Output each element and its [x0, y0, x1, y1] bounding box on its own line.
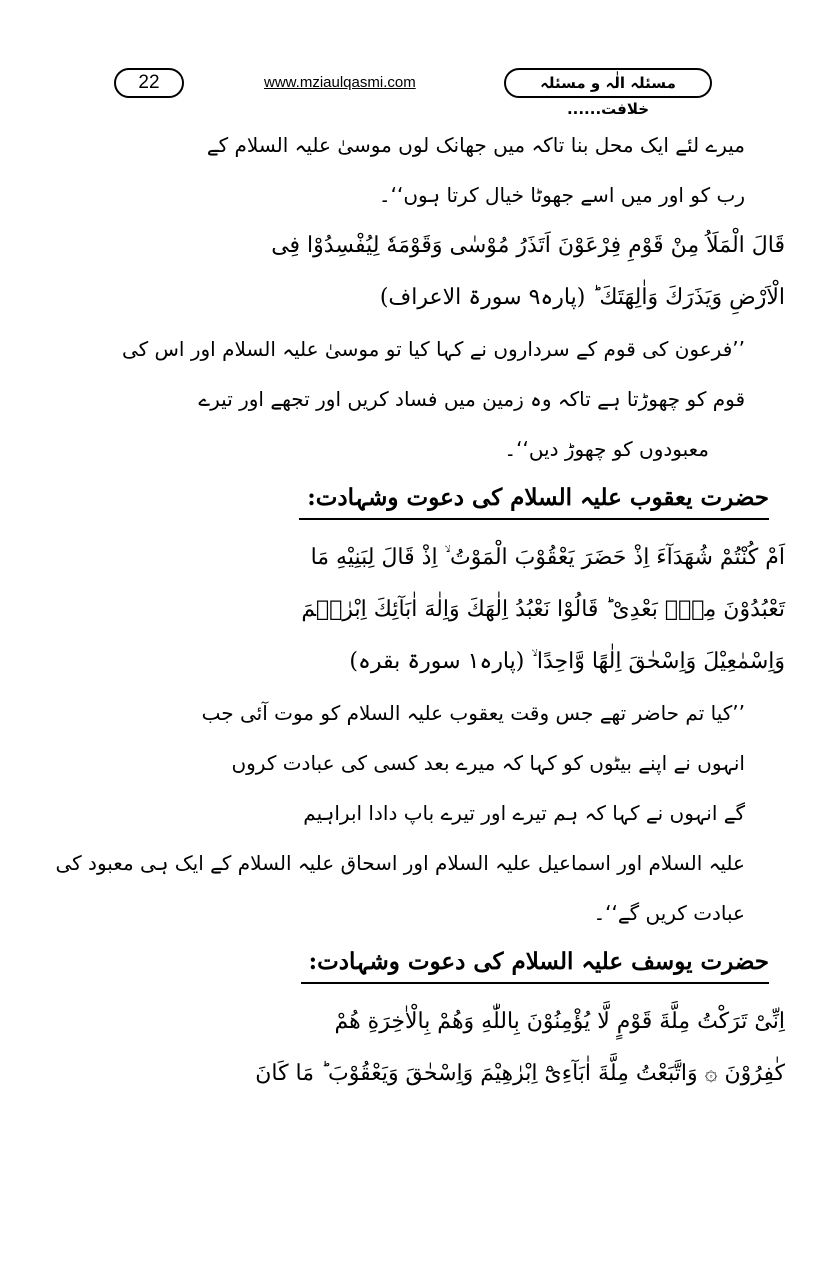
verse-line: اِنِّىْ تَرَكْتُ مِلَّةَ قَوْمٍ لَّا يُؤْمِنُوْنَ بِاللّٰهِ وَهُمْ بِالْاٰخِرَةِ هُمْ: [334, 1009, 785, 1034]
verse-line: كٰفِرُوْنَ ۞ وَاتَّبَعْتُ مِلَّةَ اٰبَآءِىْٓ اِبْرٰهِيْمَ وَاِسْحٰقَ وَيَعْقُوْبَ ؕ مَا كَانَ: [255, 1061, 785, 1086]
page-number: 22: [114, 68, 184, 98]
book-title: مسئلہ الٰہ و مسئلہ خلافت......: [504, 68, 712, 98]
section-heading-yusuf: حضرت یوسف علیہ السلام کی دعوت وشہادت:: [301, 942, 769, 984]
translation-line: قوم کو چھوڑتا ہے تاکہ وہ زمین میں فساد کریں اور تجھے اور تیرے: [198, 387, 745, 411]
translation-line: علیہ السلام اور اسماعیل علیہ السلام اور اسحاق علیہ السلام کے ایک ہی معبود کی: [55, 851, 745, 875]
translation-line: انہوں نے اپنے بیٹوں کو کہا کہ میرے بعد کسی کی عبادت کروں: [231, 751, 745, 775]
verse-line: وَاِسْمٰعِيْلَ وَاِسْحٰقَ اِلٰهًا وَّاحِدًا ۙ (پارہ۱ سورۃ بقرہ): [349, 649, 785, 674]
verse-line: قَالَ الْمَلَاُ مِنْ قَوْمِ فِرْعَوْنَ اَتَذَرُ مُوْسٰى وَقَوْمَهٗ لِيُفْسِدُوْا فِى: [271, 233, 785, 258]
website-link[interactable]: www.mziaulqasmi.com: [264, 74, 416, 91]
section-heading-yusuf-wrap: [140, 938, 769, 996]
translation-line: ’’فرعون کی قوم کے سرداروں نے کہا کیا تو موسیٰ علیہ السلام اور اس کی: [121, 337, 745, 361]
translation-line: ’’کیا تم حاضر تھے جس وقت یعقوب علیہ السلام کو موت آئی جب: [201, 701, 745, 725]
verse-line: تَعْبُدُوْنَ مِنْۢ بَعْدِىْ ؕ قَالُوْا نَعْبُدُ اِلٰهَكَ وَاِلٰهَ اٰبَآئِكَ اِبْرٰهٖمَ: [301, 597, 785, 622]
translation-line: معبودوں کو چھوڑ دیں‘‘۔: [504, 437, 709, 461]
intro-line: رب کو اور میں اسے جھوٹا خیال کرتا ہوں‘‘۔: [378, 183, 745, 207]
section-heading-yaqub: حضرت یعقوب علیہ السلام کی دعوت وشہادت:: [299, 478, 769, 520]
section-heading-yaqub-wrap: [140, 474, 769, 532]
translation-line: گے انہوں نے کہا کہ ہم تیرے اور تیرے باپ دادا ابراہیم: [303, 801, 745, 825]
translation-line: عبادت کریں گے‘‘۔: [593, 901, 745, 925]
intro-line: میرے لئے ایک محل بنا تاکہ میں جھانک لوں موسیٰ علیہ السلام کے: [206, 133, 745, 157]
verse-line: اَمْ كُنْتُمْ شُهَدَآءَ اِذْ حَضَرَ يَعْقُوْبَ الْمَوْتُ ۙ اِذْ قَالَ لِبَنِيْهِ مَا: [310, 545, 785, 570]
page-body: [55, 120, 785, 1100]
page-header: [108, 66, 716, 118]
verse-line: الْاَرْضِ وَيَذَرَكَ وَاٰلِهَتَكَ ؕ (پارہ۹ سورۃ الاعراف): [379, 285, 785, 310]
